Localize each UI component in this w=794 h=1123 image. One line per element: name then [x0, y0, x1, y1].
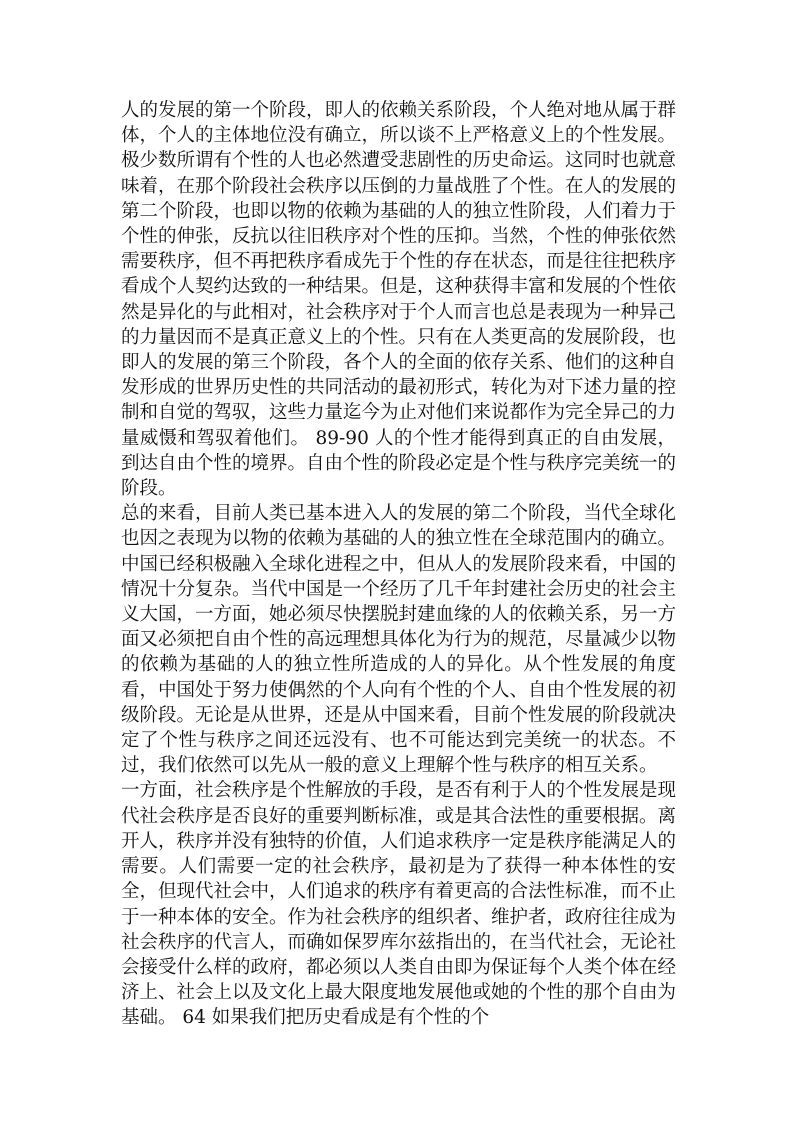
paragraph-3: 一方面，社会秩序是个性解放的手段，是否有利于人的个性发展是现代社会秩序是否良好的重要判断标准，或是其合法性的重要根据。离开人，秩序并没有独特的价值，人们追求秩序一定是秩序能满足人的需要。人们需要一定的社会秩序，最初是为了获得一种本体性的安全，但现代社会中，人们追求的秩序有着更高的合法性标准，而不止于一种本体的安全。作为社会秩序的组织者、维护者，政府往往成为社会秩序的代言人，而确如保罗库尔兹指出的，在当代社会，无论社会接受什么样的政府，都必须以人类自由即为保证每个人类个体在经济上、社会上以及文化上最大限度地发展他或她的个性的那个自由为基础。 64 如果我们把历史看成是有个性的个	[121, 780, 677, 1029]
paragraph-1: 人的发展的第一个阶段，即人的依赖关系阶段，个人绝对地从属于群体，个人的主体地位没有确立，所以谈不上严格意义上的个性发展。极少数所谓有个性的人也必然遭受悲剧性的历史命运。这同时也就意味着，在那个阶段社会秩序以压倒的力量战胜了个性。在人的发展的第二个阶段，也即以物的依赖为基础的人的独立性阶段，人们着力于个性的伸张，反抗以往旧秩序对个性的压抑。当然，个性的伸张依然需要秩序，但不再把秩序看成先于个性的存在状态，而是往往把秩序看成个人契约达致的一种结果。但是，这种获得丰富和发展的个性依然是异化的与此相对，社会秩序对于个人而言也总是表现为一种异己的力量因而不是真正意义上的个性。只有在人类更高的发展阶段，也即人的发展的第三个阶段，各个人的全面的依存关系、他们的这种自发形成的世界历史性的共同活动的最初形式，转化为对下述力量的控制和自觉的驾驭，这些力量迄今为止对他们来说都作为完全异己的力量威慑和驾驭着他们。 89-90 人的个性才能得到真正的自由发展，到达自由个性的境界。自由个性的阶段必定是个性与秩序完美统一的阶段。	[121, 100, 677, 500]
document-body	[121, 98, 676, 1031]
paragraph-2: 总的来看，目前人类已基本进入人的发展的第二个阶段，当代全球化也因之表现为以物的依赖为基础的人的独立性在全球范围内的确立。中国已经积极融入全球化进程之中，但从人的发展阶段来看，中国的情况十分复杂。当代中国是一个经历了几千年封建社会历史的社会主义大国，一方面，她必须尽快摆脱封建血缘的人的依赖关系，另一方面又必须把自由个性的高远理想具体化为行为的规范，尽量减少以物的依赖为基础的人的独立性所造成的人的异化。从个性发展的角度看，中国处于努力使偶然的个人向有个性的个人、自由个性发展的初级阶段。无论是从世界，还是从中国来看，目前个性发展的阶段就决定了个性与秩序之间还远没有、也不可能达到完美统一的状态。不过，我们依然可以先从一般的意义上理解个性与秩序的相互关系。	[121, 503, 677, 777]
